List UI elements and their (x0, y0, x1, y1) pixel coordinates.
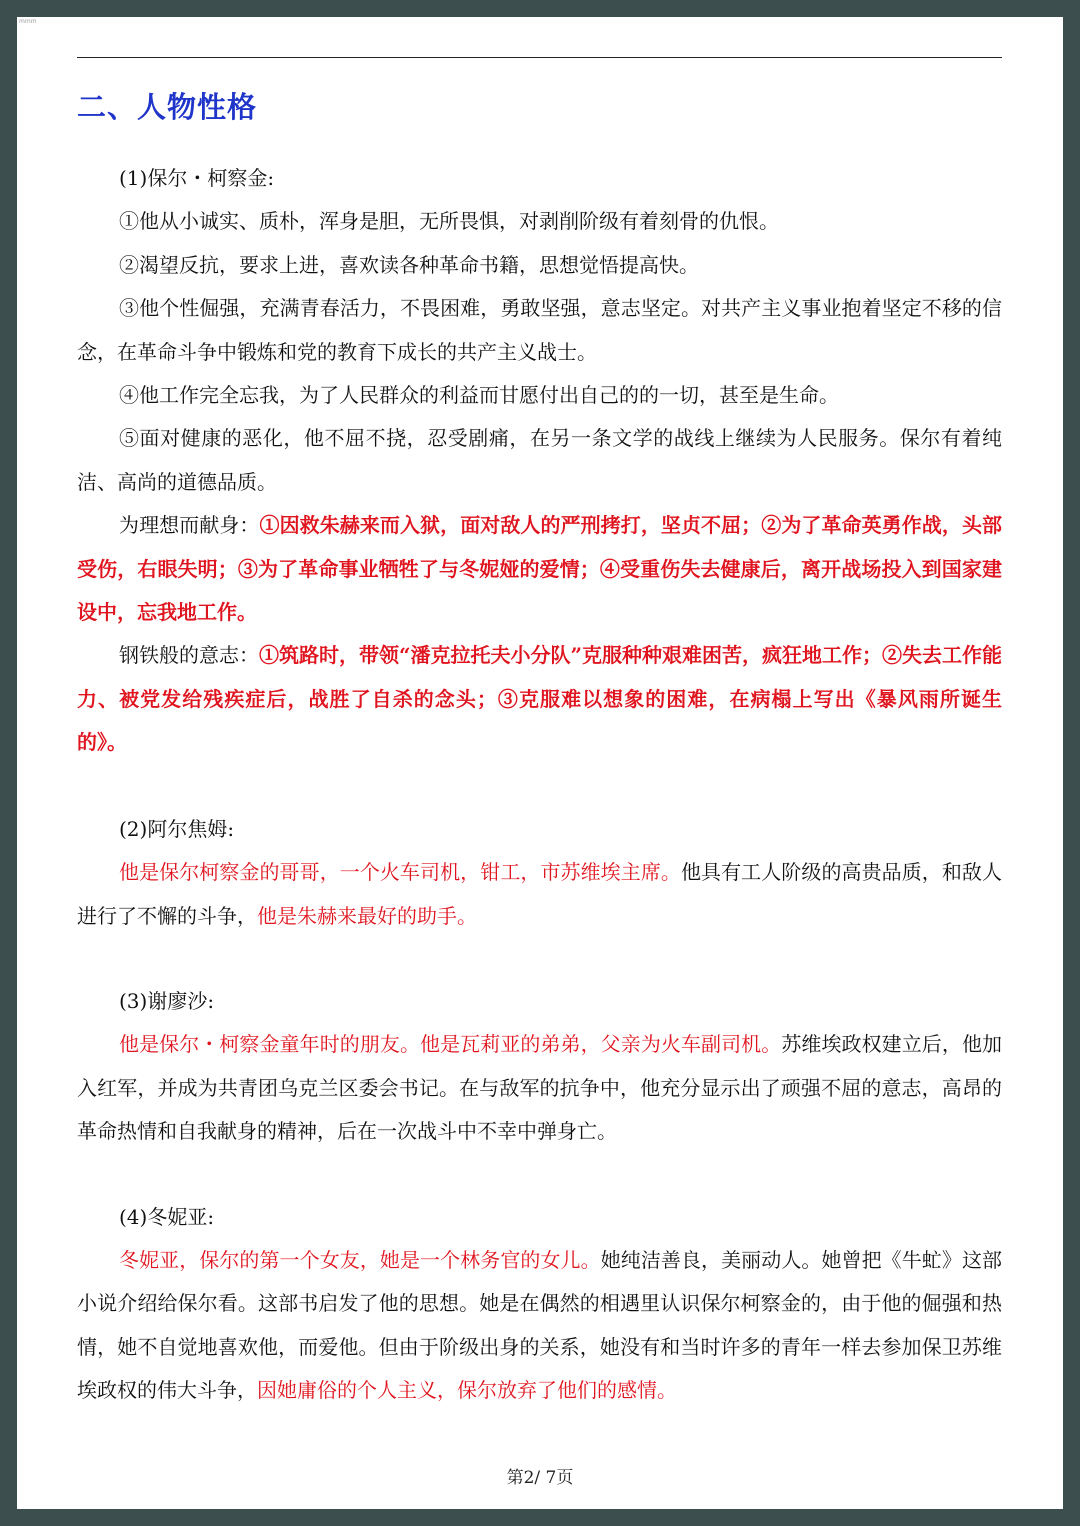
ideal-text: ①因救朱赫来而入狱，面对敌人的严刑拷打，坚贞不屈；②为了革命英勇作战，头部受伤，右眼失明；③为了革命事业牺牲了与冬妮娅的爱情；④受重伤失去健康后，离开战场投入到国家建设中，忘我地工作。 (77, 513, 1003, 625)
will-paragraph (77, 634, 1002, 764)
artyom-paragraph (77, 851, 1002, 938)
tonya-highlight-1: 冬妮亚，保尔的第一个女友，她是一个林务官的女儿。 (119, 1247, 601, 1272)
will-text: ①筑路时，带领“潘克拉托夫小分队”克服种种艰难困苦，疯狂地工作；②失去工作能力、被党发给残疾症后，战胜了自杀的念头；③克服难以想象的困难，在病榻上写出《暴风雨所诞生的》。 (77, 643, 1003, 755)
will-label: 钢铁般的意志： (119, 643, 259, 668)
character-label-seryozha: (3)谢廖沙: (119, 988, 215, 1013)
ideal-paragraph (77, 504, 1002, 634)
document-page (17, 17, 1063, 1509)
trait-item: ③他个性倔强，充满青春活力，不畏困难，勇敢坚强，意志坚定。对共产主义事业抱着坚定不移的信念，在革命斗争中锻炼和党的教育下成长的共产主义战士。 (77, 296, 1002, 364)
tonya-text: 她纯洁善良，美丽动人。她曾把《牛虻》这部小说介绍给保尔看。这部书启发了他的思想。她是在偶然的相遇里认识保尔柯察金的，由于他的倔强和热情，她不自觉地喜欢他，而爱他。但由于阶级出身的关系，她没有和当时许多的青年一样去参加保卫苏维埃政权的伟大斗争， (77, 1247, 1003, 1403)
document-body (77, 157, 1002, 1413)
seryozha-paragraph (77, 1023, 1002, 1153)
spacer (77, 1154, 1002, 1196)
spacer (77, 938, 1002, 980)
section-heading: 二、人物性格 (77, 90, 258, 124)
artyom-text: 他具有工人阶级的高贵品质，和敌人进行了不懈的斗争， (77, 860, 1002, 928)
trait-item: ②渴望反抗，要求上进，喜欢读各种革命书籍，思想觉悟提高快。 (119, 252, 699, 277)
tonya-highlight-2: 因她庸俗的个人主义，保尔放弃了他们的感情。 (257, 1378, 677, 1403)
tonya-paragraph (77, 1239, 1002, 1413)
header-rule (77, 57, 1002, 58)
corner-mark: mmm (19, 18, 37, 25)
character-label-pavel: (1)保尔・柯察金: (119, 166, 275, 190)
trait-item: ④他工作完全忘我，为了人民群众的利益而甘愿付出自己的的一切，甚至是生命。 (119, 383, 839, 408)
character-label-artyom: (2)阿尔焦姆: (119, 816, 235, 841)
trait-item: ①他从小诚实、质朴，浑身是胆，无所畏惧，对剥削阶级有着刻骨的仇恨。 (119, 209, 779, 234)
artyom-highlight-2: 他是朱赫来最好的助手。 (257, 903, 477, 928)
page-number: 第2/ 7页 (506, 1468, 574, 1488)
seryozha-text: 苏维埃政权建立后，他加入红军，并成为共青团乌克兰区委会书记。在与敌军的抗争中，他充分显示出了顽强不屈的意志，高昂的革命热情和自我献身的精神，后在一次战斗中不幸中弹身亡。 (77, 1032, 1003, 1144)
character-label-tonya: (4)冬妮亚: (119, 1204, 215, 1229)
ideal-label: 为理想而献身： (119, 513, 260, 538)
trait-item: ⑤面对健康的恶化，他不屈不挠，忍受剧痛，在另一条文学的战线上继续为人民服务。保尔有着纯洁、高尚的道德品质。 (77, 426, 1002, 494)
artyom-highlight-1: 他是保尔柯察金的哥哥，一个火车司机，钳工，市苏维埃主席。 (119, 860, 681, 885)
seryozha-highlight: 他是保尔・柯察金童年时的朋友。他是瓦莉亚的弟弟，父亲为火车副司机。 (119, 1032, 782, 1057)
spacer (77, 765, 1002, 808)
